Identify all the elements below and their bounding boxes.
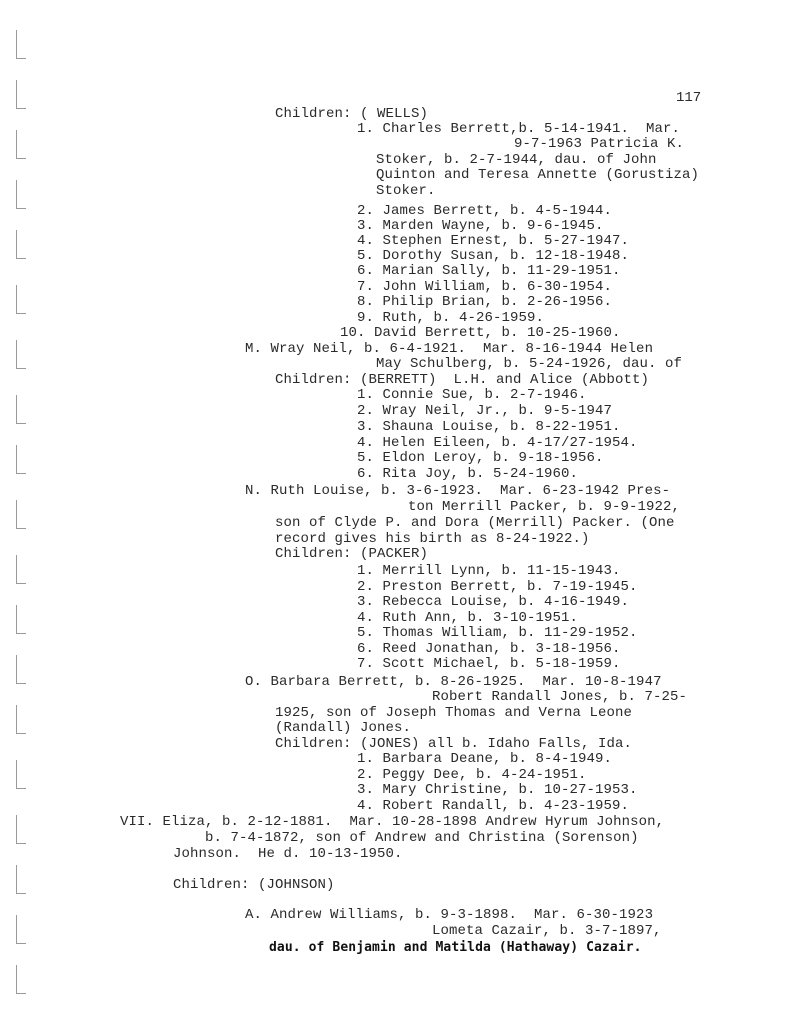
margin-mark bbox=[16, 605, 26, 634]
children-heading-packer: Children: (PACKER) bbox=[275, 546, 429, 562]
entry-continuation: (Randall) Jones. bbox=[275, 720, 412, 736]
margin-mark bbox=[16, 130, 26, 159]
list-item-continuation: Stoker. bbox=[376, 183, 436, 199]
list-item: 6. Reed Jonathan, b. 3-18-1956. bbox=[357, 641, 621, 657]
margin-mark bbox=[16, 180, 26, 209]
margin-mark bbox=[16, 865, 26, 894]
list-item: 6. Rita Joy, b. 5-24-1960. bbox=[357, 466, 579, 482]
entry-continuation: ton Merrill Packer, b. 9-9-1922, bbox=[408, 499, 681, 515]
margin-mark bbox=[16, 340, 26, 369]
margin-mark bbox=[16, 80, 26, 109]
list-item: 4. Stephen Ernest, b. 5-27-1947. bbox=[357, 233, 630, 249]
list-item: 3. Mary Christine, b. 10-27-1953. bbox=[357, 782, 638, 798]
children-heading-johnson: Children: (JOHNSON) bbox=[173, 877, 335, 893]
children-heading-wells: Children: ( WELLS) bbox=[275, 106, 429, 122]
entry-continuation: 1925, son of Joseph Thomas and Verna Leone bbox=[275, 705, 633, 721]
list-item: 5. Eldon Leroy, b. 9-18-1956. bbox=[357, 450, 604, 466]
list-item: 4. Robert Randall, b. 4-23-1959. bbox=[357, 798, 630, 814]
margin-mark bbox=[16, 915, 26, 944]
page-number: 117 bbox=[676, 90, 702, 106]
entry-heading: N. Ruth Louise, b. 3-6-1923. Mar. 6-23-1942 Pres- bbox=[245, 483, 671, 499]
entry-continuation: Johnson. He d. 10-13-1950. bbox=[173, 846, 403, 862]
list-item: 2. Peggy Dee, b. 4-24-1951. bbox=[357, 767, 587, 783]
list-item: 9. Ruth, b. 4-26-1959. bbox=[357, 310, 545, 326]
margin-mark bbox=[16, 285, 26, 314]
list-item: 1. Merrill Lynn, b. 11-15-1943. bbox=[357, 563, 621, 579]
list-item: 4. Ruth Ann, b. 3-10-1951. bbox=[357, 610, 579, 626]
list-item: 7. Scott Michael, b. 5-18-1959. bbox=[357, 656, 621, 672]
entry-heading: A. Andrew Williams, b. 9-3-1898. Mar. 6-30-1923 bbox=[245, 907, 654, 923]
margin-mark bbox=[16, 30, 26, 59]
margin-mark bbox=[16, 395, 26, 424]
entry-continuation: record gives his birth as 8-24-1922.) bbox=[275, 531, 590, 547]
entry-continuation: b. 7-4-1872, son of Andrew and Christina (Sorenson) bbox=[205, 830, 639, 846]
list-item: 5. Dorothy Susan, b. 12-18-1948. bbox=[357, 248, 630, 264]
list-item: 1. Connie Sue, b. 2-7-1946. bbox=[357, 387, 587, 403]
list-item: 2. Preston Berrett, b. 7-19-1945. bbox=[357, 579, 638, 595]
list-item: 3. Shauna Louise, b. 8-22-1951. bbox=[357, 419, 621, 435]
list-item: 10. David Berrett, b. 10-25-1960. bbox=[340, 325, 621, 341]
margin-mark bbox=[16, 815, 26, 844]
list-item-continuation: Stoker, b. 2-7-1944, dau. of John bbox=[376, 152, 657, 168]
margin-mark bbox=[16, 500, 26, 529]
children-heading-jones: Children: (JONES) all b. Idaho Falls, Ida. bbox=[275, 736, 633, 752]
list-item: 2. James Berrett, b. 4-5-1944. bbox=[357, 203, 613, 219]
entry-heading: VII. Eliza, b. 2-12-1881. Mar. 10-28-1898 Andrew Hyrum Johnson, bbox=[120, 814, 665, 830]
margin-mark bbox=[16, 445, 26, 474]
list-item: 5. Thomas William, b. 11-29-1952. bbox=[357, 625, 638, 641]
list-item-continuation: 9-7-1963 Patricia K. bbox=[514, 136, 685, 152]
list-item: 2. Wray Neil, Jr., b. 9-5-1947 bbox=[357, 403, 613, 419]
list-item: 6. Marian Sally, b. 11-29-1951. bbox=[357, 263, 621, 279]
margin-mark bbox=[16, 230, 26, 259]
entry-continuation: May Schulberg, b. 5-24-1926, dau. of bbox=[376, 356, 683, 372]
entry-heading: M. Wray Neil, b. 6-4-1921. Mar. 8-16-1944 Helen bbox=[245, 341, 654, 357]
list-item: 1. Charles Berrett,b. 5-14-1941. Mar. bbox=[357, 121, 681, 137]
entry-continuation: Robert Randall Jones, b. 7-25- bbox=[432, 689, 688, 705]
list-item: 1. Barbara Deane, b. 8-4-1949. bbox=[357, 751, 613, 767]
children-heading-berrett: Children: (BERRETT) L.H. and Alice (Abbott) bbox=[275, 372, 650, 388]
margin-mark bbox=[16, 555, 26, 584]
entry-continuation-bold: dau. of Benjamin and Matilda (Hathaway) Cazair. bbox=[269, 940, 642, 955]
margin-mark bbox=[16, 705, 26, 734]
list-item: 3. Rebecca Louise, b. 4-16-1949. bbox=[357, 594, 630, 610]
entry-heading: O. Barbara Berrett, b. 8-26-1925. Mar. 10-8-1947 bbox=[245, 674, 662, 690]
margin-mark bbox=[16, 760, 26, 789]
list-item: 4. Helen Eileen, b. 4-17/27-1954. bbox=[357, 435, 638, 451]
margin-mark bbox=[16, 655, 26, 684]
margin-marks bbox=[0, 0, 30, 1023]
entry-continuation: Lometa Cazair, b. 3-7-1897, bbox=[432, 923, 662, 939]
list-item: 7. John William, b. 6-30-1954. bbox=[357, 279, 613, 295]
entry-continuation: son of Clyde P. and Dora (Merrill) Packer. (One bbox=[275, 515, 675, 531]
margin-mark bbox=[16, 965, 26, 994]
list-item: 3. Marden Wayne, b. 9-6-1945. bbox=[357, 218, 604, 234]
list-item: 8. Philip Brian, b. 2-26-1956. bbox=[357, 294, 613, 310]
list-item-continuation: Quinton and Teresa Annette (Gorustiza) bbox=[376, 167, 700, 183]
